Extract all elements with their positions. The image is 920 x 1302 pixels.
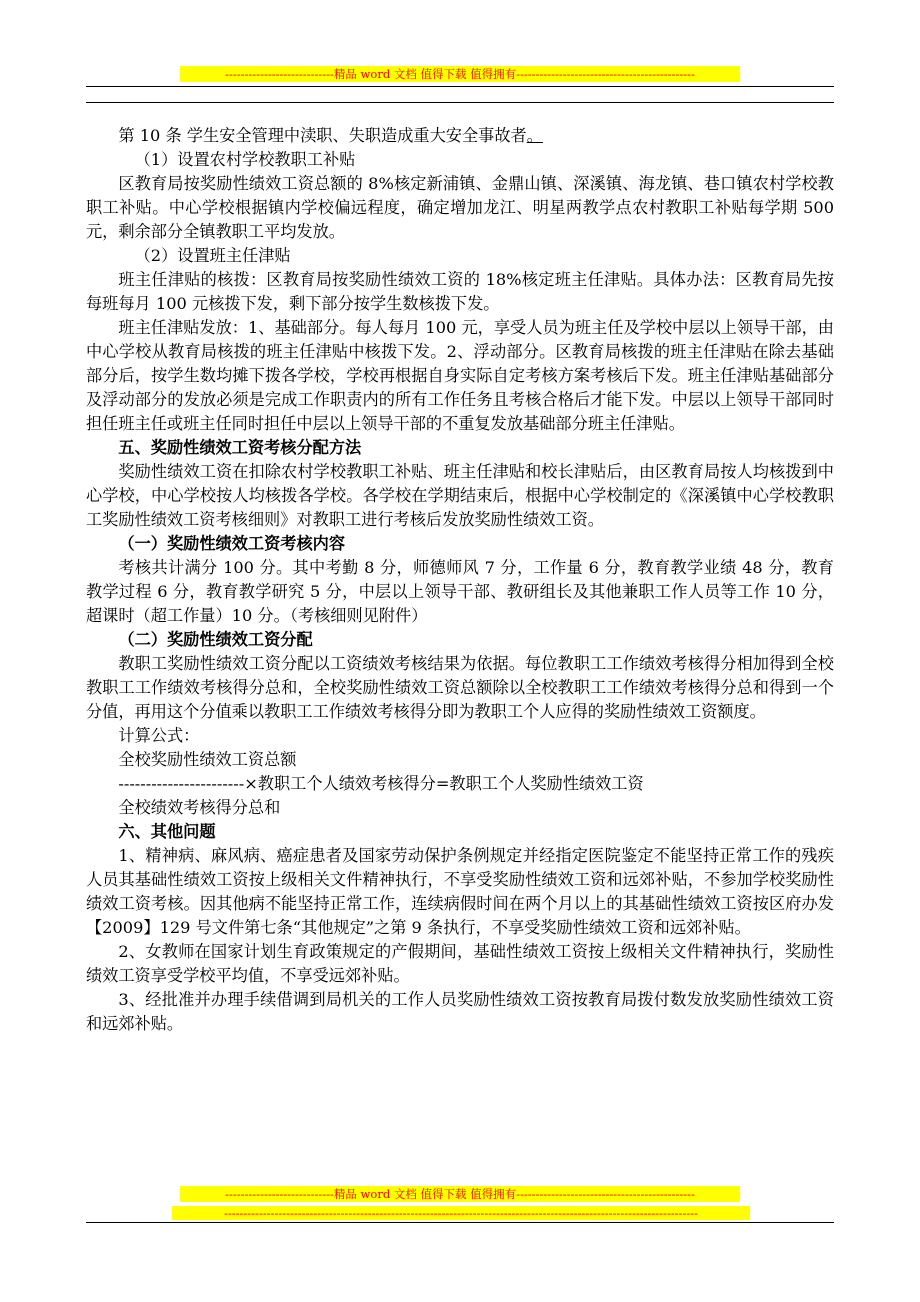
paragraph-other-3: 3、经批准并办理手续借调到局机关的工作人员奖励性绩效工资按教育局拨付数发放奖励性绩效工资和远郊补贴。: [86, 990, 834, 1033]
paragraph-other-1: 1、精神病、麻风病、癌症患者及国家劳动保护条例规定并经指定医院鉴定不能坚持正常工作的残疾人员其基础性绩效工资按上级相关文件精神执行，不享受奖励性绩效工资和远郊补贴，不参加学校奖励性绩效工资考核。因其他病不能坚持正常工作，连续病假时间在两个月以上的其基础性绩效工资按区府办发【2009】129 号文件第七条“其他规定”之第 9 条执行，不享受奖励性绩效工资和远郊补贴。: [86, 846, 834, 937]
footer-banner: ----------------------------精品 word 文档 值得下载 值得拥有----------------------------------------------: [180, 1186, 740, 1202]
paragraph-assessment-content: 考核共计满分 100 分。其中考勤 8 分，师德师风 7 分，工作量 6 分，教育教学业绩 48 分，教育教学过程 6 分，教育教学研究 5 分，中层以上领导干部、教研组长及其他兼职工作人员等工作 10 分，超课时（超工作量）10 分。（考核细则见附件）: [86, 558, 834, 625]
article-10: [86, 124, 834, 148]
document-body: [86, 124, 834, 1036]
paragraph-section-5: 奖励性绩效工资在扣除农村学校教职工补贴、班主任津贴和校长津贴后，由区教育局按人均核拨到中心学校，中心学校按人均核拨各学校。各学校在学期结束后，根据中心学校制定的《深溪镇中心学校教职工奖励性绩效工资考核细则》对教职工进行考核后发放奖励性绩效工资。: [86, 462, 834, 529]
header-rule-top: [86, 86, 834, 87]
paragraph-teacher-allowance: 班主任津贴的核拨：区教育局按奖励性绩效工资的 18%核定班主任津贴。具体办法：区教育局先按每班每月 100 元核拨下发，剩下部分按学生数核拨下发。: [86, 270, 834, 313]
section-5-1-heading: （一）奖励性绩效工资考核内容: [118, 534, 346, 553]
article-10-end: 。: [526, 126, 543, 145]
formula-numerator: 全校奖励性绩效工资总额: [118, 750, 297, 769]
article-10-text: 第 10 条 学生安全管理中渎职、失职造成重大安全事故者: [118, 126, 527, 145]
section-5-heading: 五、奖励性绩效工资考核分配方法: [118, 438, 362, 457]
section-5-2-heading: （二）奖励性绩效工资分配: [118, 630, 313, 649]
header-banner: ----------------------------精品 word 文档 值得下载 值得拥有----------------------------------------------: [180, 66, 740, 82]
formula-label: 计算公式：: [118, 726, 200, 745]
paragraph-other-2: 2、女教师在国家计划生育政策规定的产假期间，基础性绩效工资按上级相关文件精神执行，奖励性绩效工资享受学校平均值，不享受远郊补贴。: [86, 942, 834, 985]
header-rule-bottom: [86, 102, 834, 103]
formula-denominator: 全校绩效考核得分总和: [118, 798, 281, 817]
subheading-2: （2）设置班主任津贴: [134, 246, 291, 265]
formula-fraction-line: -----------------------×教职工个人绩效考核得分=教职工个人奖励性绩效工资: [118, 774, 644, 793]
section-6-heading: 六、其他问题: [118, 822, 216, 841]
paragraph-allowance-distribution: 班主任津贴发放：1、基础部分。每人每月 100 元，享受人员为班主任及学校中层以上领导干部，由中心学校从教育局核拨的班主任津贴中核拨下发。2、浮动部分。区教育局核拨的班主任津贴在除去基础部分后，按学生数均摊下拨各学校，学校再根据自身实际自定考核方案考核后下发。班主任津贴基础部分及浮动部分的发放必须是完成工作职责内的所有工作任务且考核合格后才能下发。中层以上领导干部同时担任班主任或班主任同时担任中层以上领导干部的不重复发放基础部分班主任津贴。: [86, 318, 834, 433]
footer-rule: [86, 1222, 834, 1223]
paragraph-rural-subsidy: 区教育局按奖励性绩效工资总额的 8%核定新浦镇、金鼎山镇、深溪镇、海龙镇、巷口镇农村学校教职工补贴。中心学校根据镇内学校偏远程度，确定增加龙江、明星两教学点农村教职工补贴每学期 500 元，剩余部分全镇教职工平均发放。: [86, 174, 834, 241]
paragraph-distribution: 教职工奖励性绩效工资分配以工资绩效考核结果为依据。每位教职工工作绩效考核得分相加得到全校教职工工作绩效考核得分总和，全校奖励性绩效工资总额除以全校教职工工作绩效考核得分总和得到一个分值，再用这个分值乘以教职工工作绩效考核得分即为教职工个人应得的奖励性绩效工资额度。: [86, 654, 834, 721]
footer-dashes: --------------------------------------------------------------------------------------------------------------------------: [172, 1206, 750, 1220]
subheading-1: （1）设置农村学校教职工补贴: [134, 150, 356, 169]
